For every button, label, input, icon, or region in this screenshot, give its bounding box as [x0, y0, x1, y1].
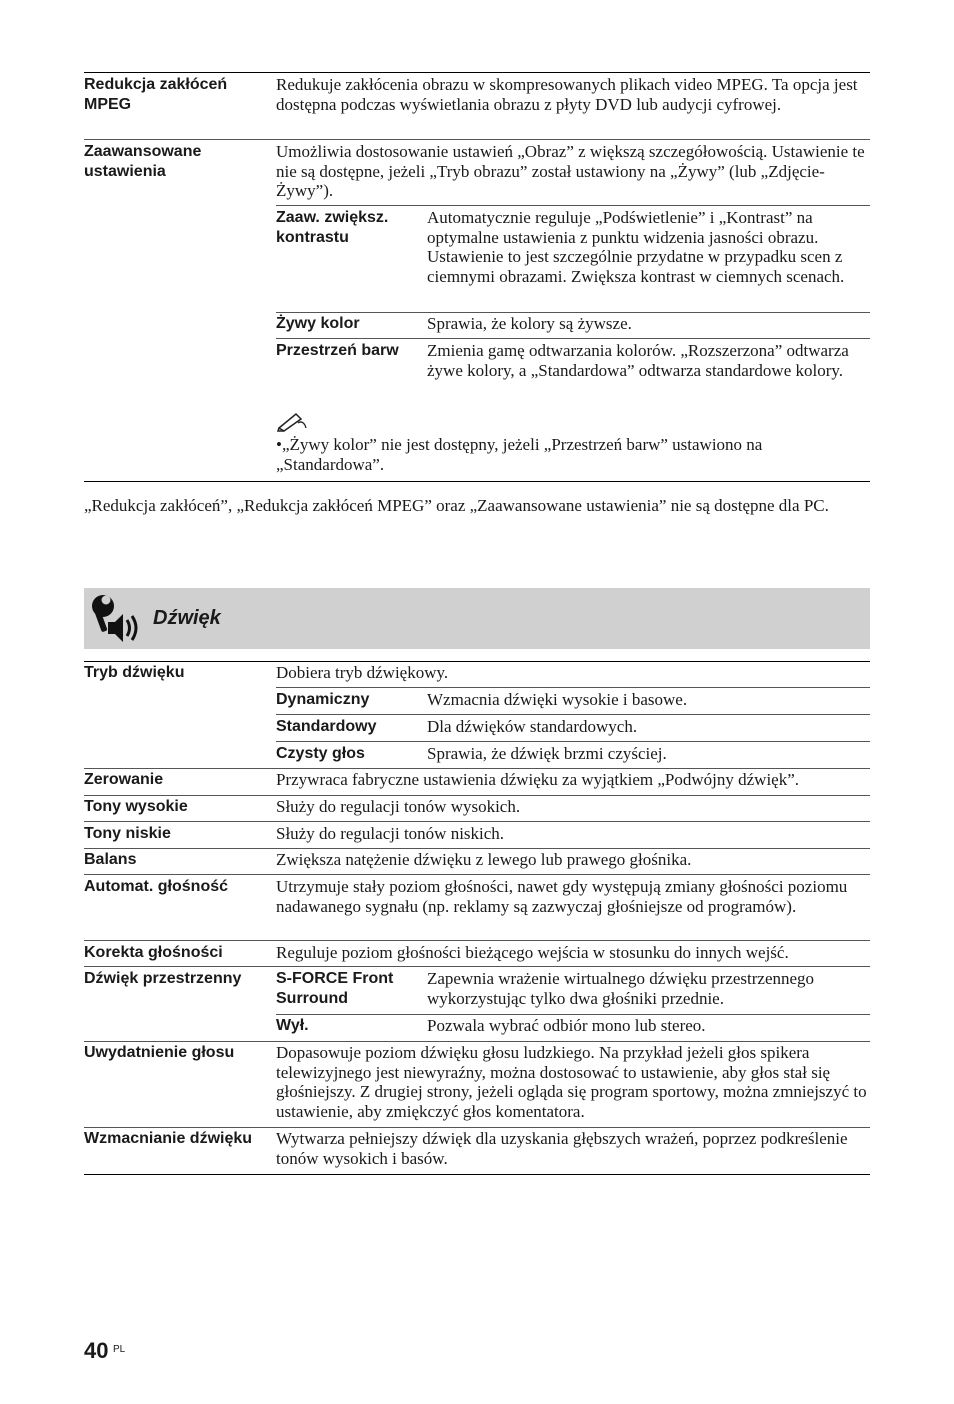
table-rule [84, 139, 870, 140]
setting-label: Zaawansowane ustawienia [84, 143, 202, 180]
setting-label: Redukcja zakłóceń MPEG [84, 76, 228, 113]
table-rule [276, 205, 870, 206]
table-rule [84, 966, 870, 967]
page-number: 40 [84, 1338, 109, 1363]
table-rule [276, 714, 870, 715]
subsetting-label: Standardowy [276, 718, 377, 735]
setting-description: Przywraca fabryczne ustawienia dźwięku za wyjątkiem „Podwójny dźwięk”. [276, 770, 800, 789]
pc-availability-note: „Redukcja zakłóceń”, „Redukcja zakłóceń MPEG” oraz „Zaawansowane ustawienia” nie są dostępne dla PC. [84, 496, 829, 515]
subsetting-label: Dynamiczny [276, 691, 370, 708]
subsetting-description: Pozwala wybrać odbiór mono lub stereo. [427, 1016, 706, 1035]
table-rule [84, 1127, 870, 1128]
subsetting-description: Zmienia gamę odtwarzania kolorów. „Rozszerzona” odtwarza żywe kolory, a „Standardowa” odtwarza standardowe kolory. [427, 341, 849, 380]
setting-description: Umożliwia dostosowanie ustawień „Obraz” z większą szczegółowością. Ustawienie te nie są dostępne, jeżeli „Tryb obrazu” został ustawiony na „Żywy” (lub „Zdjęcie-Żywy”). [276, 142, 865, 200]
table-rule [84, 821, 870, 822]
table-rule [84, 661, 870, 662]
setting-label: Wzmacnianie dźwięku [84, 1130, 253, 1147]
subsetting-label: Żywy kolor [276, 315, 360, 332]
subsetting-label: Przestrzeń barw [276, 342, 399, 359]
table-rule [84, 768, 870, 769]
table-rule [84, 1041, 870, 1042]
subsetting-description: Dla dźwięków standardowych. [427, 717, 638, 736]
setting-description: Utrzymuje stały poziom głośności, nawet gdy występują zmiany głośności poziomu nadawanego sygnału (np. reklamy są zazwyczaj głośniejsze od programów). [276, 877, 848, 916]
subsetting-description: Zapewnia wrażenie wirtualnego dźwięku przestrzennego wykorzystując tylko dwa głośniki przednie. [427, 969, 815, 1008]
setting-description: Dopasowuje poziom dźwięku głosu ludzkiego. Na przykład jeżeli głos spikera telewizyjnego jest niewyraźny, można dostosować to ustawienie, aby głos stał się głośniejszy. Z drugiej strony, jeżeli ogląda się program sportowy, można zmniejszyć to ustawienie, aby zmiękczyć głos komentatora. [276, 1043, 867, 1121]
setting-description: Redukuje zakłócenia obrazu w skompresowanych plikach video MPEG. Ta opcja jest dostępna podczas wyświetlania obrazu z płyty DVD lub audycji cyfrowej. [276, 75, 858, 114]
subsetting-label: S-FORCE Front Surround [276, 970, 394, 1007]
table-rule [276, 687, 870, 688]
table-rule [84, 1174, 870, 1175]
table-rule [84, 874, 870, 875]
section-title: Dźwięk [153, 607, 221, 629]
table-rule [276, 312, 870, 313]
setting-label: Tony wysokie [84, 798, 188, 815]
subsetting-description: Automatycznie reguluje „Podświetlenie” i „Kontrast” na optymalne ustawienia z punktu widzenia jasności obrazu. Ustawienie to jest szczególnie przydatne w przypadku scen z ciemnymi obrazami. Zwiększa kontrast w ciemnych scenach. [427, 208, 845, 286]
table-rule [84, 940, 870, 941]
note-pencil-icon [276, 410, 308, 432]
setting-description: Wytwarza pełniejszy dźwięk dla uzyskania głębszych wrażeń, poprzez podkreślenie tonów wysokich i basów. [276, 1129, 848, 1168]
setting-label: Korekta głośności [84, 944, 223, 961]
setting-label: Dźwięk przestrzenny [84, 970, 242, 987]
setting-description: Służy do regulacji tonów wysokich. [276, 797, 521, 816]
subsetting-description: Sprawia, że dźwięk brzmi czyściej. [427, 744, 667, 763]
table-rule [84, 481, 870, 482]
table-rule [84, 72, 870, 73]
subsetting-description: Wzmacnia dźwięki wysokie i basowe. [427, 690, 688, 709]
setting-description: Służy do regulacji tonów niskich. [276, 824, 505, 843]
note-text: •„Żywy kolor” nie jest dostępny, jeżeli „Przestrzeń barw” ustawiono na „Standardowa”. [276, 435, 763, 474]
setting-description: Zwiększa natężenie dźwięku z lewego lub prawego głośnika. [276, 850, 692, 869]
subsetting-description: Sprawia, że kolory są żywsze. [427, 314, 632, 333]
table-rule [84, 848, 870, 849]
table-rule [84, 795, 870, 796]
setting-label: Uwydatnienie głosu [84, 1044, 235, 1061]
settings-speaker-icon [88, 592, 146, 646]
subsetting-label: Czysty głos [276, 745, 365, 762]
table-rule [276, 338, 870, 339]
setting-description: Dobiera tryb dźwiękowy. [276, 663, 449, 682]
setting-label: Balans [84, 851, 137, 868]
subsetting-label: Zaaw. zwiększ. kontrastu [276, 209, 389, 246]
setting-description: Reguluje poziom głośności bieżącego wejścia w stosunku do innych wejść. [276, 943, 789, 962]
setting-label: Zerowanie [84, 771, 164, 788]
setting-label: Tony niskie [84, 825, 171, 842]
table-rule [276, 741, 870, 742]
setting-label: Automat. głośność [84, 878, 229, 895]
setting-label: Tryb dźwięku [84, 664, 185, 681]
subsetting-label: Wył. [276, 1017, 309, 1034]
table-rule [276, 1014, 870, 1015]
page-language-code: PL [113, 1344, 126, 1355]
